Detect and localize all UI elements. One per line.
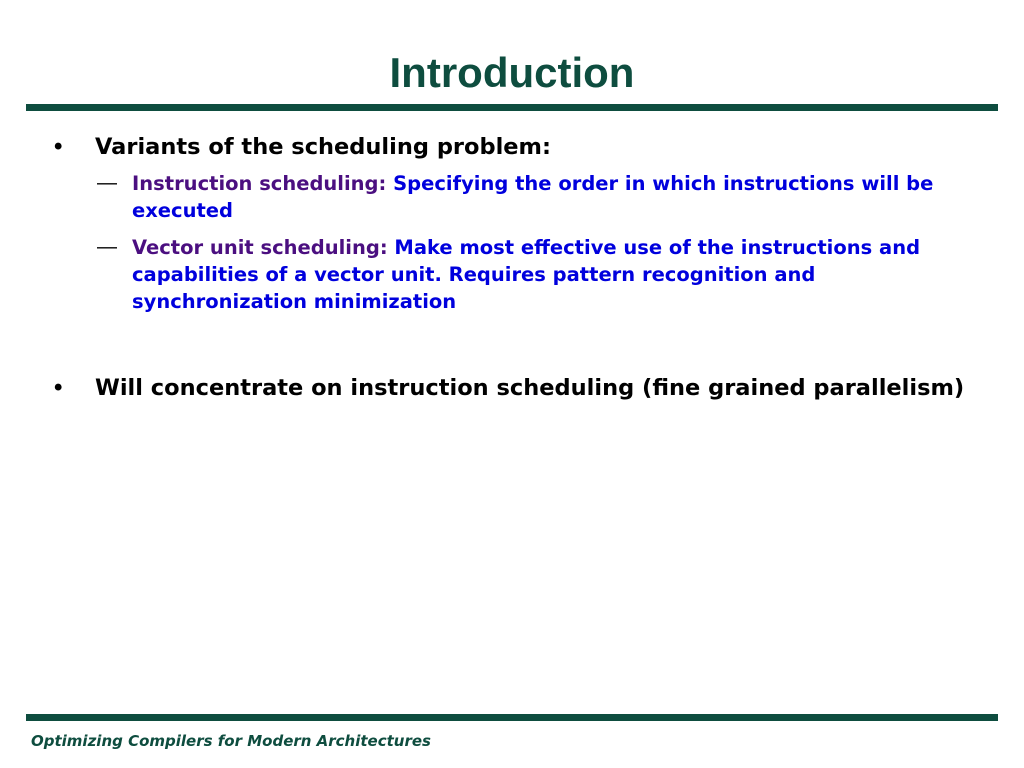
slide-content	[54, 132, 994, 403]
footer-text: Optimizing Compilers for Modern Architectures	[31, 732, 431, 750]
slide-title: Introduction	[389, 49, 635, 96]
bullet-text: Will concentrate on instruction scheduling (fine grained parallelism)	[95, 375, 965, 401]
sub-item-term: Instruction scheduling:	[132, 172, 387, 195]
footer-divider	[26, 714, 998, 721]
dash-icon: —	[97, 172, 117, 194]
sub-item	[54, 170, 994, 224]
sub-item-term: Vector unit scheduling:	[132, 236, 388, 259]
bullet-item	[54, 373, 994, 403]
sub-item-definition: Specifying the order in which instructions will be executed	[132, 172, 934, 222]
sub-list	[54, 170, 994, 315]
bullet-text: Variants of the scheduling problem:	[95, 134, 551, 160]
bullet-item	[54, 132, 994, 162]
title-divider	[26, 104, 998, 111]
sub-item-definition: Make most effective use of the instructions and capabilities of a vector unit. Requires pattern recognition and synchronization minimization	[132, 236, 921, 313]
sub-item	[54, 234, 994, 315]
dash-icon: —	[97, 236, 117, 258]
bullet-dot-icon: •	[54, 374, 63, 401]
bullet-dot-icon: •	[54, 133, 63, 160]
